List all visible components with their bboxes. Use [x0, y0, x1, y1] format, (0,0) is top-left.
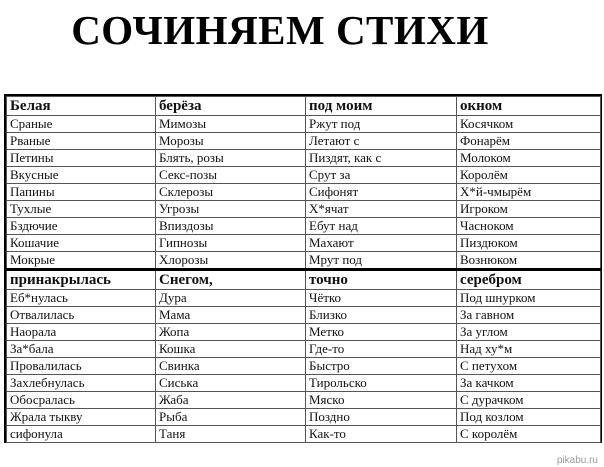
column-header: принакрылась [7, 270, 156, 290]
header-row [7, 97, 601, 116]
table-cell: Х*й-чмырём [457, 184, 601, 201]
table-cell: Морозы [156, 133, 306, 150]
table-cell: Над ху*м [457, 341, 601, 358]
table-cell: Рваные [7, 133, 156, 150]
table-cell: Чётко [306, 290, 457, 307]
table-cell: Вознюком [457, 252, 601, 270]
table-cell: Угрозы [156, 201, 306, 218]
table-cell: Таня [156, 426, 306, 443]
table-cell: Жаба [156, 392, 306, 409]
header-row [7, 270, 601, 290]
table-row [7, 324, 601, 341]
table-cell: Провалилась [7, 358, 156, 375]
table-cell: Срут за [306, 167, 457, 184]
table-row [7, 218, 601, 235]
table-cell: Хлорозы [156, 252, 306, 270]
page-title: СОЧИНЯЕМ СТИХИ [71, 7, 489, 53]
table-cell: Где-то [306, 341, 457, 358]
table-row [7, 133, 601, 150]
table-cell: Захлебнулась [7, 375, 156, 392]
table-cell: Мимозы [156, 116, 306, 133]
table-cell: Мама [156, 307, 306, 324]
table-cell: Ебут над [306, 218, 457, 235]
table-cell: Мокрые [7, 252, 156, 270]
column-header: Снегом, [156, 270, 306, 290]
column-header: окном [457, 97, 601, 116]
table-cell: Жопа [156, 324, 306, 341]
table-row [7, 409, 601, 426]
table-row [7, 341, 601, 358]
table-cell: Блять, розы [156, 150, 306, 167]
table-cell: Х*ячат [306, 201, 457, 218]
table-row [7, 290, 601, 307]
table-cell: За гавном [457, 307, 601, 324]
table-cell: Фонарём [457, 133, 601, 150]
table-row [7, 201, 601, 218]
table-cell: Тухлые [7, 201, 156, 218]
table-cell: Поздно [306, 409, 457, 426]
column-header: под моим [306, 97, 457, 116]
table-cell: Махают [306, 235, 457, 252]
table-row [7, 426, 601, 443]
table-cell: Кошачие [7, 235, 156, 252]
table-cell: Секс-позы [156, 167, 306, 184]
table-cell: Метко [306, 324, 457, 341]
table-cell: Пиздят, как с [306, 150, 457, 167]
table-cell: Сраные [7, 116, 156, 133]
table-cell: С дурачком [457, 392, 601, 409]
table-row [7, 167, 601, 184]
watermark: pikabu.ru [556, 455, 598, 466]
table-cell: Часноком [457, 218, 601, 235]
table-cell: С петухом [457, 358, 601, 375]
table-cell: Рыба [156, 409, 306, 426]
table-row [7, 235, 601, 252]
table-row [7, 116, 601, 133]
table-cell: Сиська [156, 375, 306, 392]
table-cell: Мяско [306, 392, 457, 409]
table-cell: Под шнурком [457, 290, 601, 307]
table-cell: сифонула [7, 426, 156, 443]
table-cell: Близко [306, 307, 457, 324]
table-cell: Петины [7, 150, 156, 167]
table-row [7, 184, 601, 201]
table-cell: Мрут под [306, 252, 457, 270]
table-cell: С королём [457, 426, 601, 443]
table-cell: Игроком [457, 201, 601, 218]
table-cell: Молоком [457, 150, 601, 167]
table-cell: Еб*нулась [7, 290, 156, 307]
table-cell: Под козлом [457, 409, 601, 426]
table-cell: За углом [457, 324, 601, 341]
table-cell: Сифонят [306, 184, 457, 201]
table-cell: Тирольско [306, 375, 457, 392]
table-cell: Гипнозы [156, 235, 306, 252]
table-row [7, 358, 601, 375]
table-cell: Отвалилась [7, 307, 156, 324]
table-cell: Наорала [7, 324, 156, 341]
table-cell: Дура [156, 290, 306, 307]
table-cell: Королём [457, 167, 601, 184]
column-header: точно [306, 270, 457, 290]
table-cell: Бздючие [7, 218, 156, 235]
table-cell: Пиздюком [457, 235, 601, 252]
poem-table [4, 94, 602, 443]
table-cell: Косячком [457, 116, 601, 133]
table-row [7, 307, 601, 324]
table-row [7, 375, 601, 392]
table-cell: Свинка [156, 358, 306, 375]
column-header: берёза [156, 97, 306, 116]
table-row [7, 252, 601, 270]
table-cell: Впиздозы [156, 218, 306, 235]
column-header: серебром [457, 270, 601, 290]
column-header: Белая [7, 97, 156, 116]
table-cell: Вкусные [7, 167, 156, 184]
table-cell: Кошка [156, 341, 306, 358]
table-cell: Жрала тыкву [7, 409, 156, 426]
table-cell: Как-то [306, 426, 457, 443]
table-cell: Летают с [306, 133, 457, 150]
table-cell: Ржут под [306, 116, 457, 133]
table-cell: Обосралась [7, 392, 156, 409]
table-cell: Быстро [306, 358, 457, 375]
table-cell: За качком [457, 375, 601, 392]
table-row [7, 150, 601, 167]
table-cell: За*бала [7, 341, 156, 358]
table-cell: Склерозы [156, 184, 306, 201]
table-cell: Папины [7, 184, 156, 201]
table-row [7, 392, 601, 409]
